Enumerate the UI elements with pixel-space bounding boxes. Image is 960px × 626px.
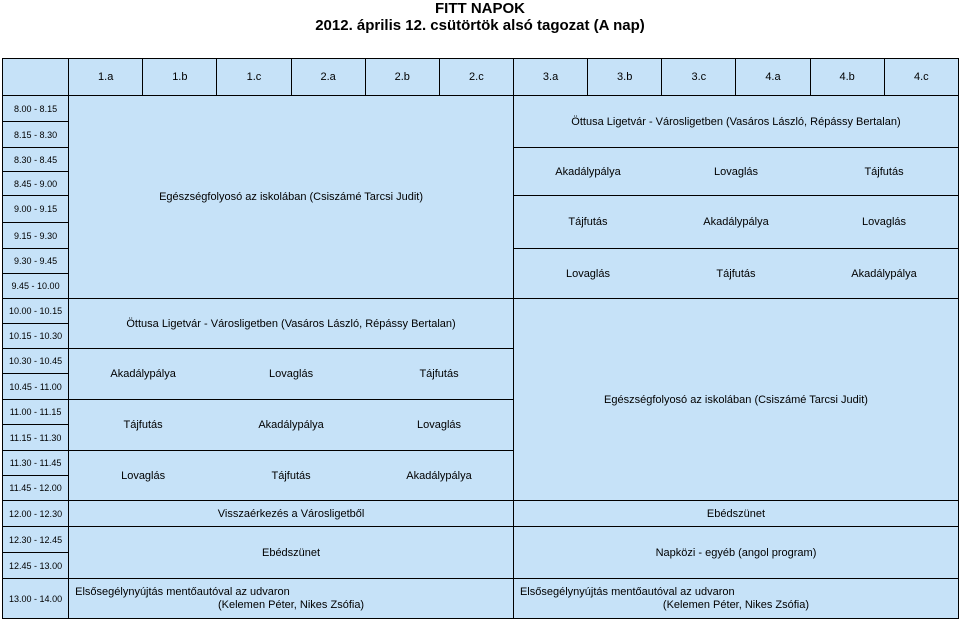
return-cell: Visszaérkezés a Városligetből <box>69 501 514 527</box>
station-label: Lovaglás <box>861 216 907 228</box>
station-label: Tájfutás <box>419 368 459 380</box>
time-cell: 8.00 - 8.15 <box>3 96 69 122</box>
class-header: 2.b <box>365 59 439 96</box>
station-label: Tájfutás <box>271 469 311 482</box>
class-header: 4.a <box>736 59 810 96</box>
first-aid-right-cell <box>513 579 958 619</box>
time-cell: 9.00 - 9.15 <box>3 196 69 223</box>
time-cell: 11.45 - 12.00 <box>3 476 69 501</box>
egeszseg-right-cell: Egészségfolyosó az iskolában (Csiszámé Tarcsi Judit) <box>513 299 958 501</box>
time-cell: 13.00 - 14.00 <box>3 579 69 619</box>
station-label: Tájfutás <box>123 419 163 431</box>
station-label: Lovaglás <box>713 165 759 178</box>
time-cell: 9.15 - 9.30 <box>3 223 69 249</box>
station-label: Akadálypálya <box>851 267 917 280</box>
station-label: Lovaglás <box>269 368 314 380</box>
time-cell: 9.45 - 10.00 <box>3 274 69 299</box>
class-header: 3.b <box>588 59 662 96</box>
rotation-right-3 <box>513 249 958 299</box>
station-label: Lovaglás <box>121 469 166 482</box>
ottusa-left-cell: Öttusa Ligetvár - Városligetben (Vasáros László, Répássy Bertalan) <box>69 299 514 349</box>
class-header: 3.a <box>513 59 587 96</box>
corner-cell <box>3 59 69 96</box>
first-aid-title: Elsősegélynyújtás mentőautóval az udvaron <box>519 585 735 598</box>
class-header: 1.b <box>143 59 217 96</box>
first-aid-title: Elsősegélynyújtás mentőautóval az udvaron <box>75 585 290 598</box>
time-cell: 12.45 - 13.00 <box>3 553 69 579</box>
class-header: 1.a <box>69 59 143 96</box>
schedule-table <box>2 58 959 619</box>
time-cell: 10.00 - 10.15 <box>3 299 69 324</box>
station-label: Akadálypálya <box>406 469 472 482</box>
station-label: Akadálypálya <box>555 165 621 178</box>
egeszseg-left-cell: Egészségfolyosó az iskolában (Csiszámé Tarcsi Judit) <box>69 96 514 299</box>
station-label: Tájfutás <box>864 165 904 178</box>
time-cell: 10.30 - 10.45 <box>3 349 69 374</box>
class-header: 4.b <box>810 59 884 96</box>
first-aid-left-cell <box>69 579 514 619</box>
time-cell: 8.45 - 9.00 <box>3 172 69 196</box>
time-cell: 11.00 - 11.15 <box>3 400 69 425</box>
station-label: Akadálypálya <box>110 368 176 380</box>
lunch-right-cell: Ebédszünet <box>513 501 958 527</box>
page-title: FITT NAPOK <box>435 0 525 17</box>
class-header: 2.a <box>291 59 365 96</box>
time-cell: 10.15 - 10.30 <box>3 324 69 349</box>
header-row <box>3 59 959 96</box>
lunch-left-cell: Ebédszünet <box>69 527 514 579</box>
time-cell: 8.30 - 8.45 <box>3 148 69 172</box>
station-label: Akadálypálya <box>258 419 324 431</box>
time-cell: 11.15 - 11.30 <box>3 425 69 451</box>
afterschool-cell: Napközi - egyéb (angol program) <box>513 527 958 579</box>
page-subtitle: 2012. április 12. csütörtök alsó tagozat (A nap) <box>315 17 645 34</box>
station-label: Lovaglás <box>416 419 462 431</box>
first-aid-staff: (Kelemen Péter, Nikes Zsófia) <box>662 598 810 611</box>
rotation-right-2 <box>513 196 958 249</box>
rotation-left-1 <box>69 349 514 400</box>
rotation-left-3 <box>69 451 514 501</box>
class-header: 4.c <box>884 59 958 96</box>
station-label: Akadálypálya <box>703 216 769 228</box>
class-header: 1.c <box>217 59 291 96</box>
time-cell: 8.15 - 8.30 <box>3 122 69 148</box>
time-cell: 12.00 - 12.30 <box>3 501 69 527</box>
class-header: 2.c <box>439 59 513 96</box>
rotation-left-2 <box>69 400 514 451</box>
first-aid-staff: (Kelemen Péter, Nikes Zsófia) <box>217 598 365 611</box>
time-cell: 9.30 - 9.45 <box>3 249 69 274</box>
time-cell: 10.45 - 11.00 <box>3 374 69 400</box>
class-header: 3.c <box>662 59 736 96</box>
time-cell: 12.30 - 12.45 <box>3 527 69 553</box>
ottusa-right-cell: Öttusa Ligetvár - Városligetben (Vasáros László, Répássy Bertalan) <box>513 96 958 148</box>
time-cell: 11.30 - 11.45 <box>3 451 69 476</box>
rotation-right-1 <box>513 148 958 196</box>
station-label: Lovaglás <box>565 267 610 280</box>
station-label: Tájfutás <box>716 267 756 280</box>
station-label: Tájfutás <box>568 216 608 228</box>
